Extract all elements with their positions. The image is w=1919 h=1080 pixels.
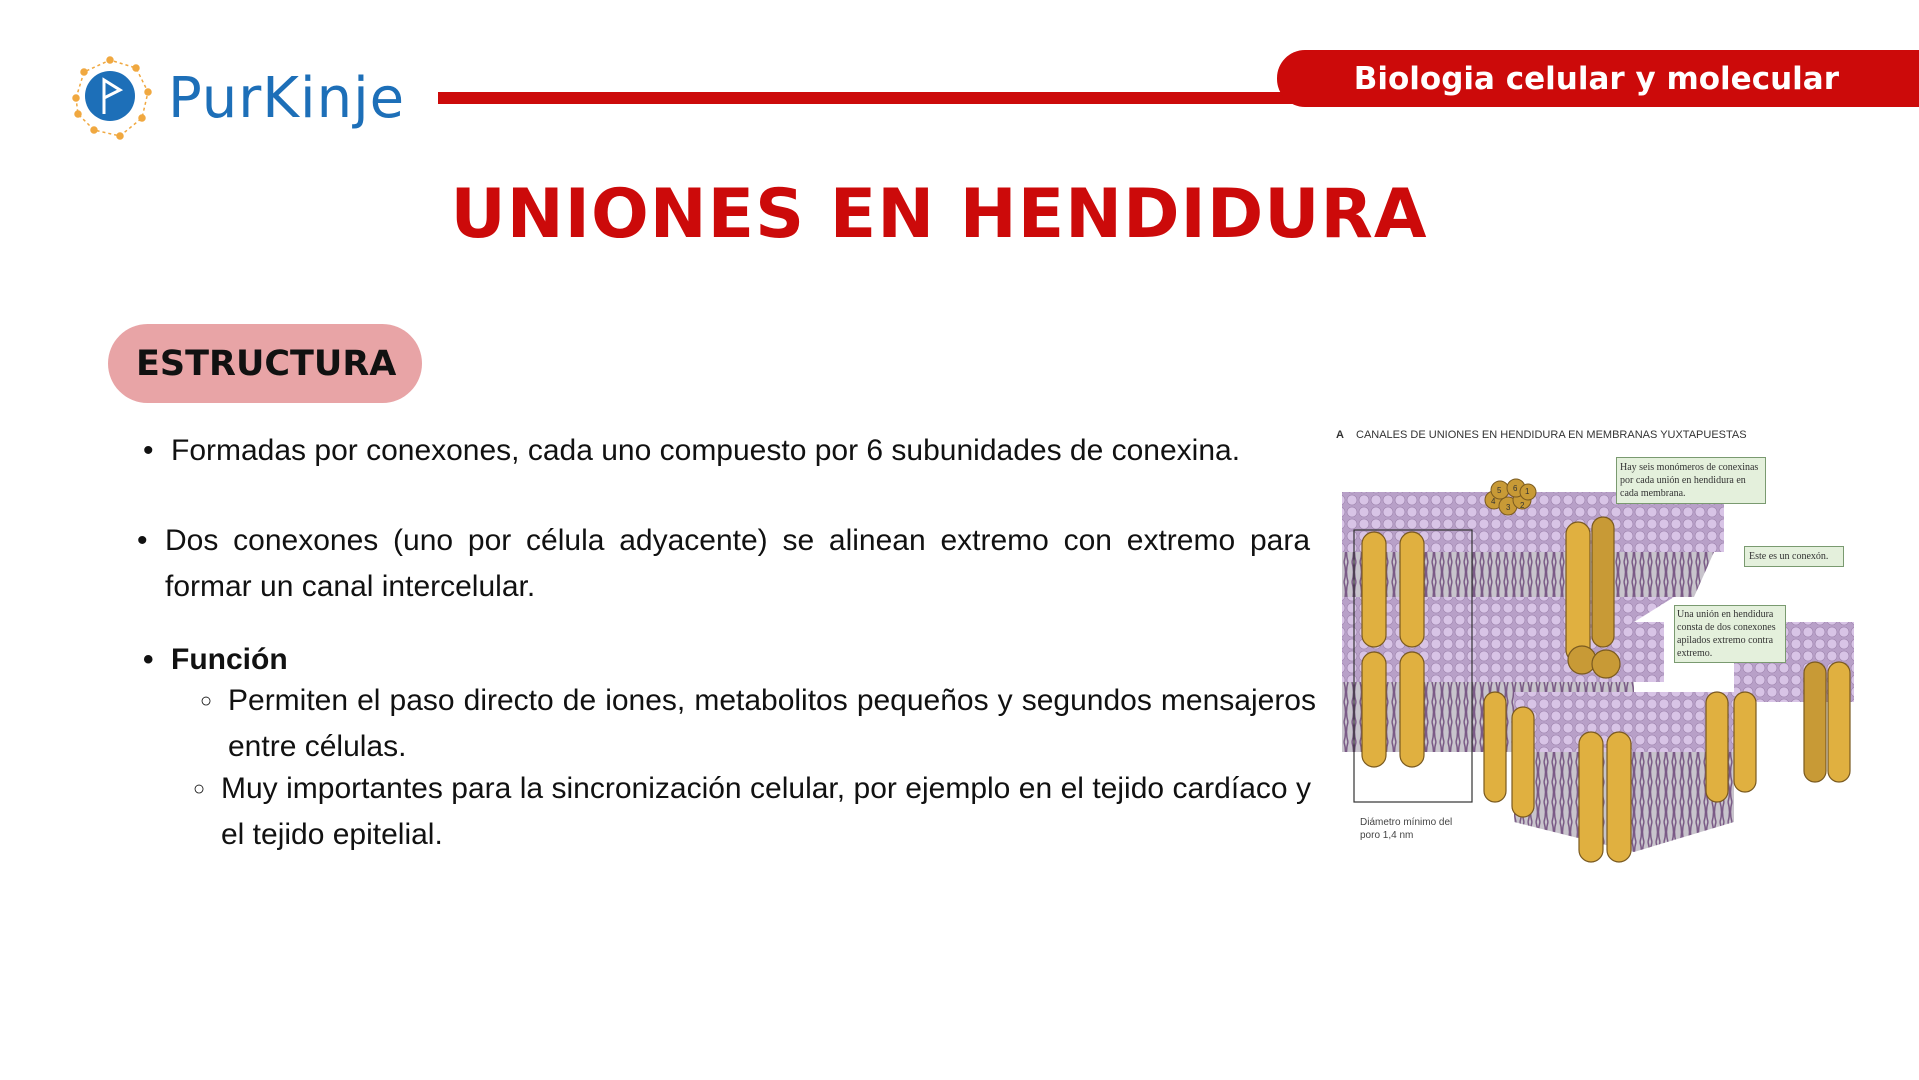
pore-diameter-label: Diámetro mínimo del poro 1,4 nm xyxy=(1360,817,1453,841)
gap-junction-figure xyxy=(1334,422,1885,863)
figure-title: CANALES DE UNIONES EN HENDIDURA EN MEMBRANAS YUXTAPUESTAS xyxy=(1356,429,1747,441)
section-label: ESTRUCTURA xyxy=(136,343,397,384)
page-title: UNIONES EN HENDIDURA xyxy=(450,175,1428,254)
bullet-text: Dos conexones (uno por célula adyacente) se alinean extremo con extremo para formar un canal intercelular. xyxy=(165,524,1310,603)
callout-connexon: Este es un conexón. xyxy=(1744,546,1844,567)
callout-gap-junction: Una unión en hendidura consta de dos conexones apilados extremo contra extremo. xyxy=(1674,605,1786,663)
sub-bullet-item: ○ Permiten el paso directo de iones, metabolitos pequeños y segundos mensajeros entre células. xyxy=(200,684,1316,763)
svg-text:3: 3 xyxy=(1506,503,1511,512)
sub-bullet-item: ○ Muy importantes para la sincronización celular, por ejemplo en el tejido cardíaco y el tejido epitelial. xyxy=(193,772,1311,851)
svg-text:1: 1 xyxy=(1525,487,1530,496)
svg-text:5: 5 xyxy=(1497,486,1502,495)
sub-bullet-text: Muy importantes para la sincronización celular, por ejemplo en el tejido cardíaco y el tejido epitelial. xyxy=(221,772,1311,851)
bullet-text: Formadas por conexones, cada uno compuesto por 6 subunidades de conexina. xyxy=(171,434,1241,467)
bullet-item-funcion: • Función xyxy=(143,643,288,676)
logo-wordmark: PurKinje xyxy=(168,65,406,131)
figure-letter: A xyxy=(1336,429,1344,441)
brain-logo-icon xyxy=(64,52,156,144)
svg-text:2: 2 xyxy=(1520,501,1525,510)
callout-monomers: Hay seis monómeros de conexinas por cada unión en hendidura en cada membrana. xyxy=(1616,457,1766,504)
course-label: Biologia celular y molecular xyxy=(1353,60,1839,97)
section-pill xyxy=(108,324,422,403)
svg-text:4: 4 xyxy=(1491,497,1496,506)
svg-text:6: 6 xyxy=(1513,484,1518,493)
bullet-item: • Dos conexones (uno por célula adyacente) se alinean extremo con extremo para formar un canal intercelular. xyxy=(137,524,1310,603)
header-divider xyxy=(438,92,1298,104)
purkinje-logo xyxy=(64,52,405,144)
sub-bullet-text: Permiten el paso directo de iones, metabolitos pequeños y segundos mensajeros entre células. xyxy=(228,684,1316,763)
course-tab xyxy=(1277,50,1919,107)
bullet-item: • Formadas por conexones, cada uno compuesto por 6 subunidades de conexina. xyxy=(143,434,1241,467)
funcion-label: Función xyxy=(171,643,288,676)
